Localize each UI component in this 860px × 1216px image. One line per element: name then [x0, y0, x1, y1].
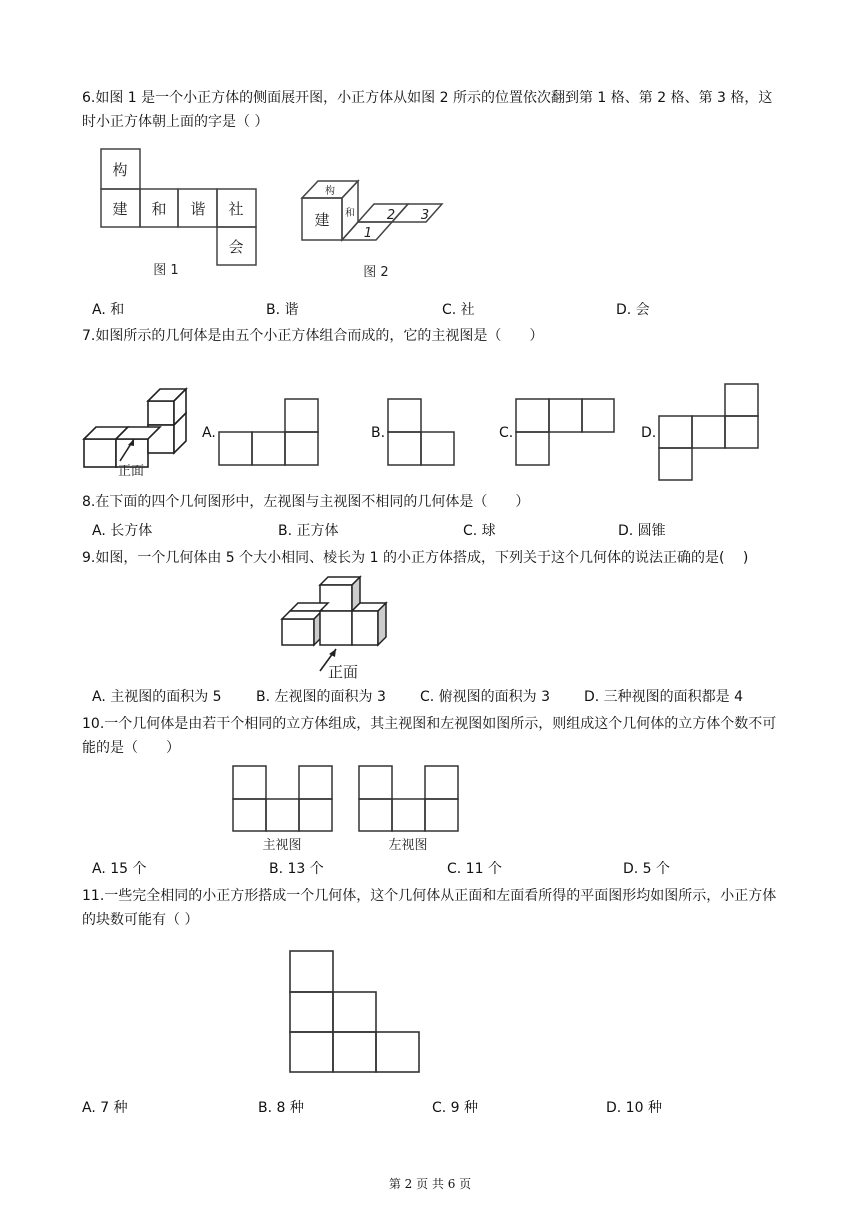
option-d[interactable]: D. 三种视图的面积都是 4: [584, 689, 744, 705]
page-footer: 第 2 页 共 6 页: [388, 1177, 472, 1191]
option-d[interactable]: D. 圆锥: [618, 523, 666, 539]
q6-figure-2: [298, 176, 473, 286]
option-c[interactable]: C. 俯视图的面积为 3: [420, 689, 551, 705]
q6-figure-1: [98, 146, 263, 281]
q10-front-view: [232, 765, 334, 855]
option-b[interactable]: B. 左视图的面积为 3: [256, 689, 386, 705]
q7-solid-figure: [80, 383, 190, 479]
q7-front-label: 正面: [118, 464, 145, 479]
q11-options: [82, 1097, 782, 1117]
question-11-text: 11.一些完全相同的小正方形搭成一个几何体，这个几何体从正面和左面看所得的平面图形均如图所示，小正方体的块数可能有（ ）: [82, 888, 777, 928]
q8-options: [92, 520, 792, 540]
fig1-row-char: 谐: [190, 200, 206, 218]
fig1-caption: 图 1: [153, 263, 179, 278]
q7-option-c-figure[interactable]: [514, 397, 616, 467]
q7-option-b-label[interactable]: B.: [371, 425, 386, 441]
fig2-cube-top-char: 构: [325, 186, 335, 197]
option-d[interactable]: D. 10 种: [606, 1100, 662, 1116]
fig2-cell-2: 2: [386, 208, 396, 223]
option-d[interactable]: D. 会: [616, 302, 650, 318]
fig1-bottom-char: 会: [228, 238, 244, 256]
question-9-text: 9.如图，一个几何体由 5 个大小相同、棱长为 1 的小正方体搭成，下列关于这个几何体的说法正确的是( ): [82, 550, 749, 566]
option-d[interactable]: D. 5 个: [623, 861, 671, 877]
fig2-cube-front-char: 建: [314, 211, 330, 229]
q9-options: [92, 686, 792, 706]
option-b[interactable]: B. 13 个: [269, 861, 324, 877]
option-a[interactable]: A. 主视图的面积为 5: [92, 689, 222, 705]
option-b[interactable]: B. 谐: [266, 302, 299, 318]
q10-left-view: [358, 765, 460, 855]
option-b[interactable]: B. 8 种: [258, 1100, 304, 1116]
fig1-top-char: 构: [112, 161, 128, 179]
option-c[interactable]: C. 社: [442, 302, 475, 318]
q9-solid-figure: [278, 573, 390, 683]
fig1-row-char: 和: [151, 200, 167, 218]
question-8-text: 8.在下面的四个几何图形中，左视图与主视图不相同的几何体是（ ）: [82, 494, 530, 510]
option-a[interactable]: A. 和: [92, 302, 125, 318]
q10-options: [92, 858, 792, 878]
q10-left-caption: 左视图: [388, 838, 428, 853]
question-6-text: 6.如图 1 是一个小正方体的侧面展开图，小正方体从如图 2 所示的位置依次翻到第 1 格、第 2 格、第 3 格，这时小正方体朝上面的字是（ ）: [82, 90, 773, 130]
q7-option-a-label[interactable]: A.: [202, 425, 216, 441]
fig2-caption: 图 2: [363, 265, 389, 280]
question-7-text: 7.如图所示的几何体是由五个小正方体组合而成的，它的主视图是（ ）: [82, 328, 544, 344]
option-c[interactable]: C. 11 个: [447, 861, 502, 877]
option-b[interactable]: B. 正方体: [278, 523, 339, 539]
q7-option-d-label[interactable]: D.: [641, 425, 657, 441]
q7-option-b-figure[interactable]: [386, 397, 456, 467]
option-c[interactable]: C. 球: [463, 523, 496, 539]
question-10-text: 10.一个几何体是由若干个相同的立方体组成，其主视图和左视图如图所示，则组成这个几何体的立方体个数不可能的是（ ）: [82, 716, 777, 756]
q9-front-label: 正面: [328, 663, 359, 681]
option-a[interactable]: A. 长方体: [92, 523, 153, 539]
q10-front-caption: 主视图: [262, 838, 302, 853]
fig2-cell-1: 1: [363, 226, 373, 241]
q7-option-a-figure[interactable]: [218, 397, 320, 467]
fig1-row-char: 建: [112, 200, 128, 218]
option-a[interactable]: A. 15 个: [92, 861, 147, 877]
q7-option-d-figure[interactable]: [658, 382, 760, 482]
q7-option-c-label[interactable]: C.: [499, 425, 514, 441]
option-a[interactable]: A. 7 种: [82, 1100, 128, 1116]
q11-view-figure: [288, 949, 422, 1075]
option-c[interactable]: C. 9 种: [432, 1100, 479, 1116]
fig2-cell-3: 3: [420, 208, 430, 223]
q6-options: [92, 299, 792, 319]
fig1-row-char: 社: [228, 200, 244, 218]
fig2-cube-side-char: 和: [345, 208, 355, 219]
